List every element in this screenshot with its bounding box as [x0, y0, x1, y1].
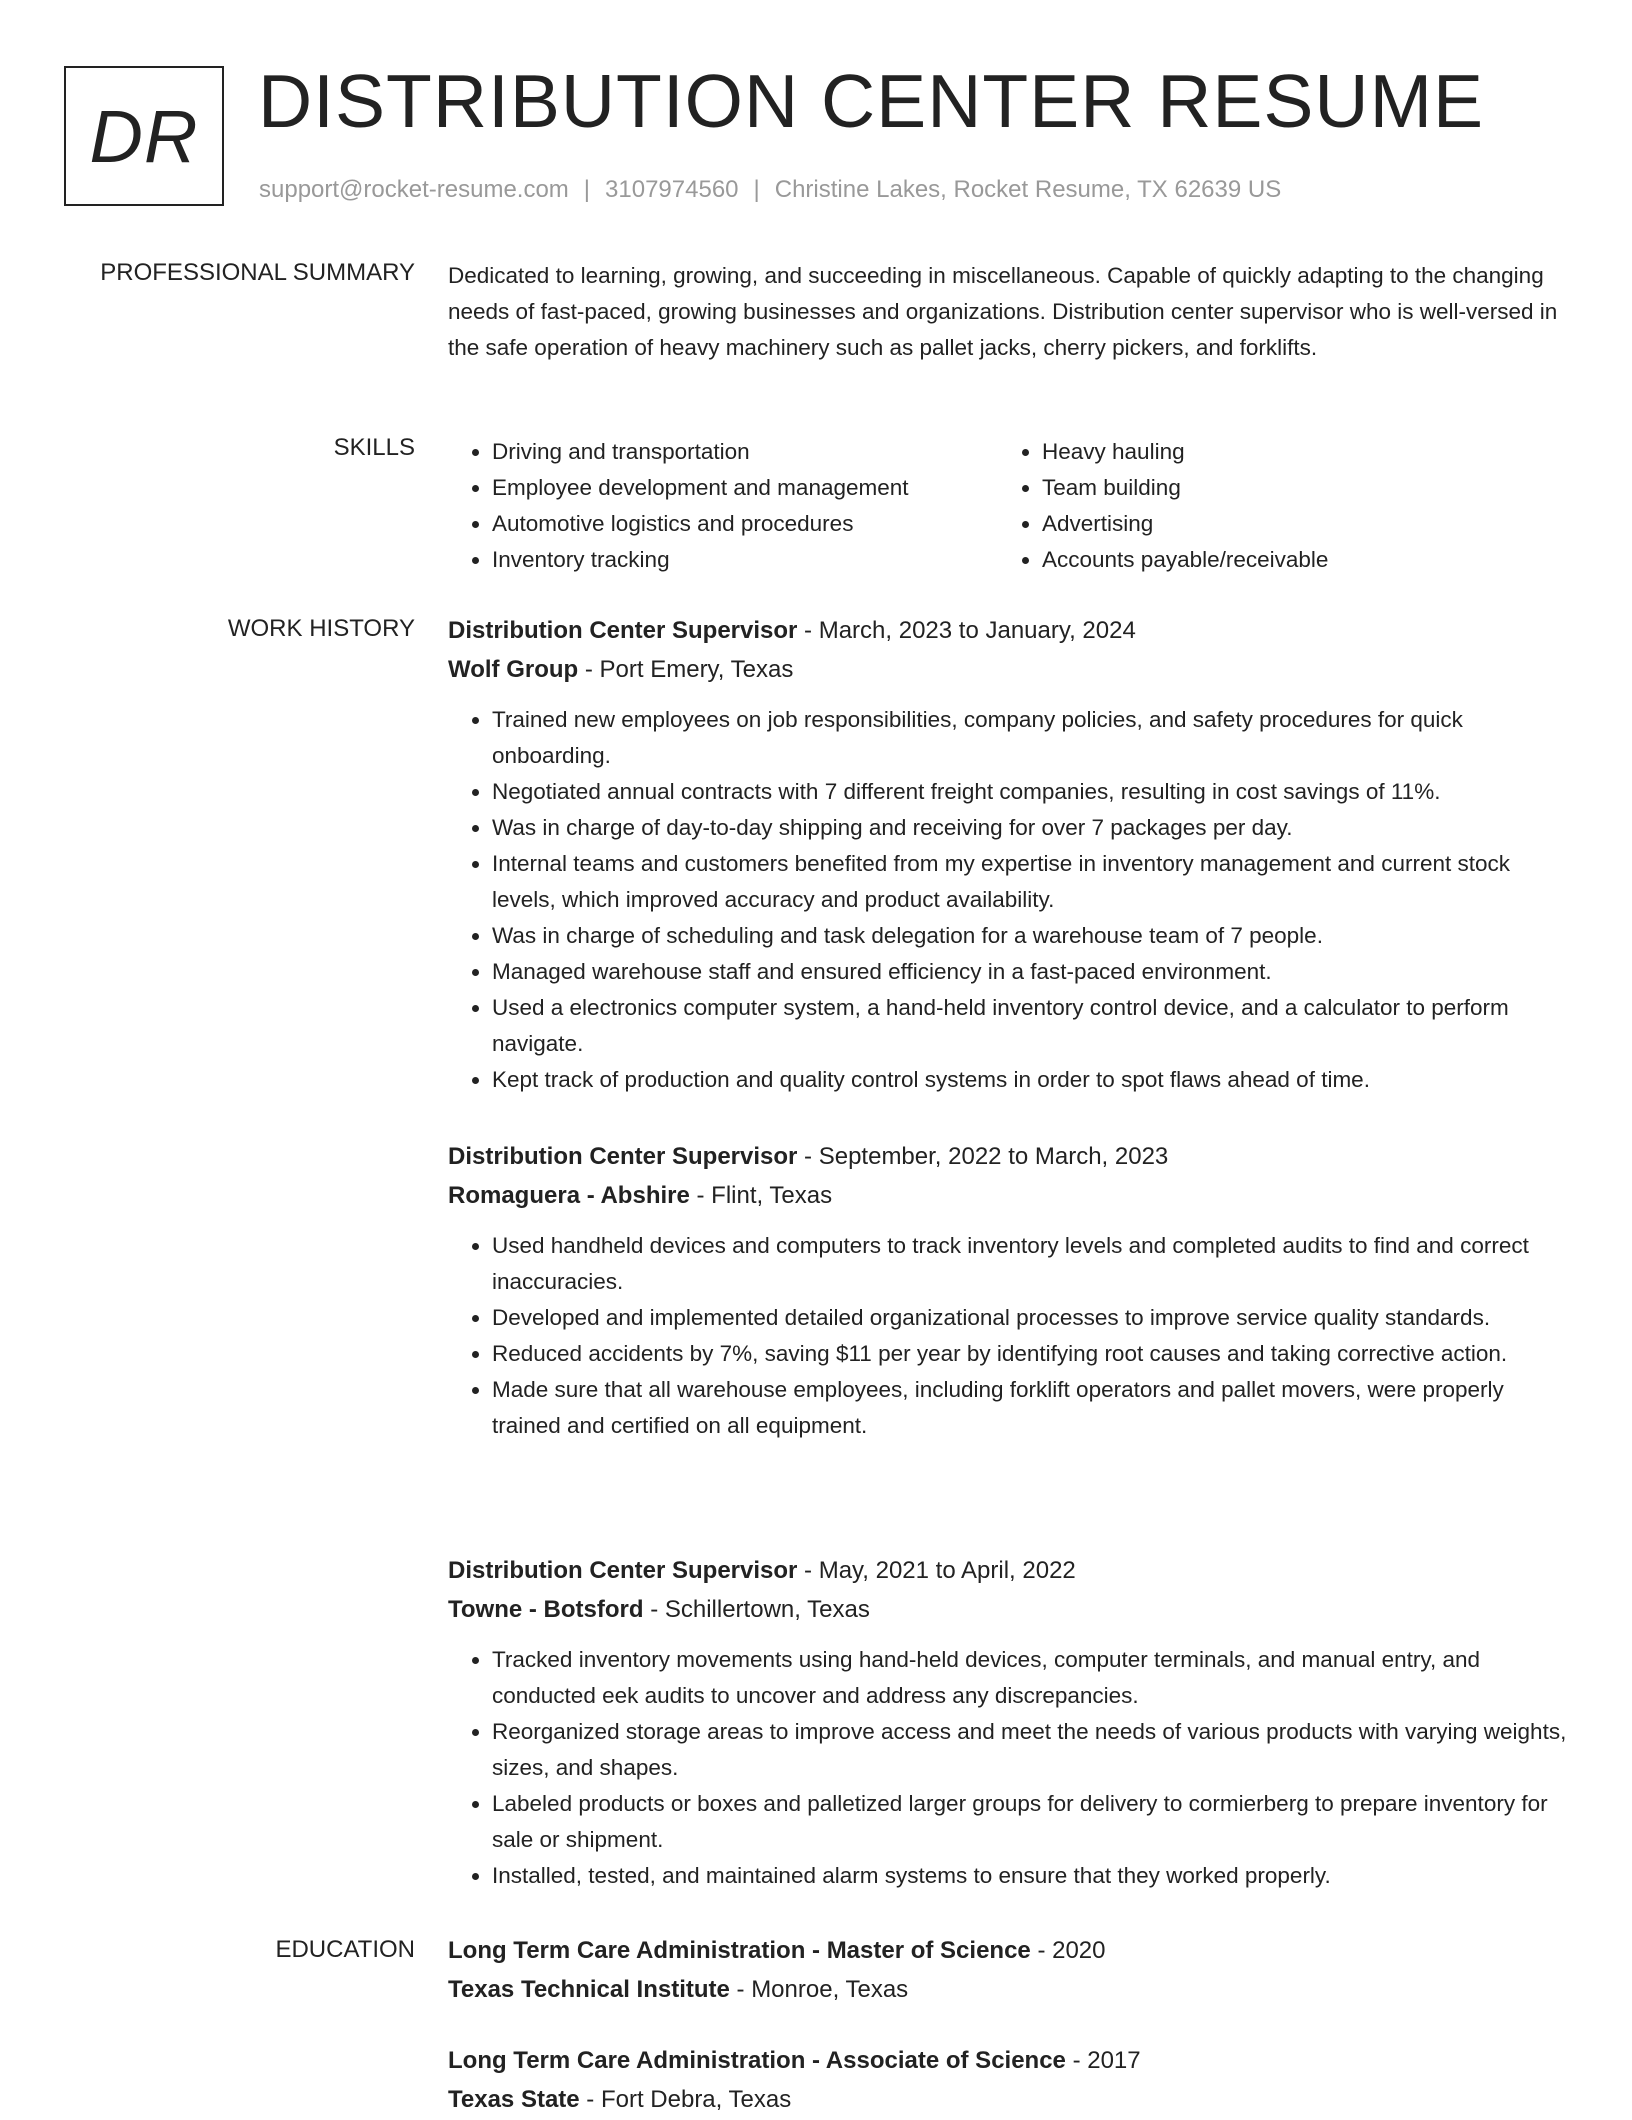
degree-name: Long Term Care Administration - Master of Science [448, 1937, 1031, 1964]
job-bullet: • Labeled products or boxes and palletized larger groups for delivery to cormierberg to prepare inventory for sale or shipment. [492, 1786, 1568, 1858]
degree-heading [448, 2042, 1568, 2080]
job-dates: - September, 2022 to March, 2023 [797, 1143, 1169, 1170]
job-heading [448, 612, 1568, 650]
job-entry [448, 612, 1568, 1098]
job-bullet: • Was in charge of day-to-day shipping and receiving for over 7 packages per day. [492, 810, 1568, 846]
job-bullet: • Developed and implemented detailed organizational processes to improve service quality standards. [492, 1300, 1568, 1336]
job-bullet: • Used handheld devices and computers to track inventory levels and completed audits to find and correct inaccuracies. [492, 1228, 1568, 1300]
job-entry [448, 1552, 1568, 1894]
school-heading [448, 1970, 1568, 2010]
degree-year: - 2020 [1030, 1937, 1106, 1964]
job-title: Distribution Center Supervisor [448, 1143, 798, 1170]
skill-item: • Driving and transportation [492, 434, 998, 470]
job-bullet: • Installed, tested, and maintained alarm systems to ensure that they worked properly. [492, 1858, 1568, 1894]
skill-item: • Heavy hauling [1042, 434, 1328, 470]
section-label-skills: SKILLS [333, 434, 415, 461]
school-name: Texas State [448, 2086, 580, 2113]
section-label-summary: PROFESSIONAL SUMMARY [100, 259, 415, 286]
school-location: - Fort Debra, Texas [579, 2086, 792, 2113]
employer-heading [448, 1590, 1568, 1630]
job-title: Distribution Center Supervisor [448, 1557, 798, 1584]
monogram-box [64, 66, 224, 206]
employer-name: Romaguera - Abshire [448, 1182, 690, 1209]
employer-heading [448, 650, 1568, 690]
job-bullets [448, 1228, 1568, 1444]
section-label-education: EDUCATION [275, 1936, 415, 1963]
skills-section [448, 434, 1568, 578]
employer-location: - Flint, Texas [689, 1182, 833, 1209]
education-entry [448, 2042, 1568, 2120]
job-dates: - March, 2023 to January, 2024 [797, 617, 1136, 644]
school-heading [448, 2080, 1568, 2120]
job-heading [448, 1552, 1568, 1590]
section-label-work: WORK HISTORY [227, 615, 415, 642]
monogram-initials: DR [89, 94, 199, 178]
job-bullet: • Reduced accidents by 7%, saving $11 per year by identifying root causes and taking corrective action. [492, 1336, 1568, 1372]
skills-list-col2 [998, 434, 1328, 578]
job-entry [448, 1138, 1568, 1444]
resume-title: DISTRIBUTION CENTER RESUME [258, 59, 1485, 143]
summary-section [448, 258, 1568, 366]
skill-item: • Inventory tracking [492, 542, 998, 578]
contact-separator: | [583, 176, 591, 203]
job-bullet: • Kept track of production and quality control systems in order to spot flaws ahead of time. [492, 1062, 1568, 1098]
skills-list-col1 [448, 434, 998, 578]
degree-year: - 2017 [1065, 2047, 1141, 2074]
contact-address: Christine Lakes, Rocket Resume, TX 62639 US [774, 176, 1282, 203]
skill-item: • Advertising [1042, 506, 1328, 542]
job-bullets [448, 1642, 1568, 1894]
job-bullet: • Reorganized storage areas to improve access and meet the needs of various products with varying weights, sizes, and shapes. [492, 1714, 1568, 1786]
skill-item: • Team building [1042, 470, 1328, 506]
employer-location: - Port Emery, Texas [578, 656, 794, 683]
job-title: Distribution Center Supervisor [448, 617, 798, 644]
school-name: Texas Technical Institute [448, 1976, 730, 2003]
summary-text: Dedicated to learning, growing, and succeeding in miscellaneous. Capable of quickly adapting to the changing needs of fast-paced, growing businesses and organizations. Distribution center supervisor who is well-versed in the safe operation of heavy machinery such as pallet jacks, cherry pickers, and forklifts. [448, 263, 1558, 360]
education-entry [448, 1932, 1568, 2010]
contact-separator: | [753, 176, 760, 203]
job-dates: - May, 2021 to April, 2022 [797, 1557, 1076, 1584]
contact-line [259, 176, 1281, 204]
job-bullet: • Tracked inventory movements using hand-held devices, computer terminals, and manual entry, and conducted eek audits to uncover and address any discrepancies. [492, 1642, 1568, 1714]
skill-item: • Automotive logistics and procedures [492, 506, 998, 542]
skill-item: • Accounts payable/receivable [1042, 542, 1328, 578]
job-bullets [448, 702, 1568, 1098]
contact-phone[interactable]: 3107974560 [605, 176, 739, 203]
degree-heading [448, 1932, 1568, 1970]
employer-name: Wolf Group [448, 656, 579, 683]
job-bullet: • Managed warehouse staff and ensured efficiency in a fast-paced environment. [492, 954, 1568, 990]
job-bullet: • Negotiated annual contracts with 7 different freight companies, resulting in cost savings of 11%. [492, 774, 1568, 810]
job-bullet: • Was in charge of scheduling and task delegation for a warehouse team of 7 people. [492, 918, 1568, 954]
job-bullet: • Used a electronics computer system, a hand-held inventory control device, and a calculator to perform navigate. [492, 990, 1568, 1062]
contact-email[interactable]: support@rocket-resume.com [259, 176, 569, 203]
employer-location: - Schillertown, Texas [643, 1596, 870, 1623]
job-bullet: • Trained new employees on job responsibilities, company policies, and safety procedures for quick onboarding. [492, 702, 1568, 774]
employer-name: Towne - Botsford [448, 1596, 644, 1623]
employer-heading [448, 1176, 1568, 1216]
skill-item: • Employee development and management [492, 470, 998, 506]
degree-name: Long Term Care Administration - Associate of Science [448, 2047, 1066, 2074]
job-bullet: • Made sure that all warehouse employees, including forklift operators and pallet movers, were properly trained and certified on all equipment. [492, 1372, 1568, 1444]
school-location: - Monroe, Texas [729, 1976, 909, 2003]
job-heading [448, 1138, 1568, 1176]
job-bullet: • Internal teams and customers benefited from my expertise in inventory management and current stock levels, which improved accuracy and product availability. [492, 846, 1568, 918]
